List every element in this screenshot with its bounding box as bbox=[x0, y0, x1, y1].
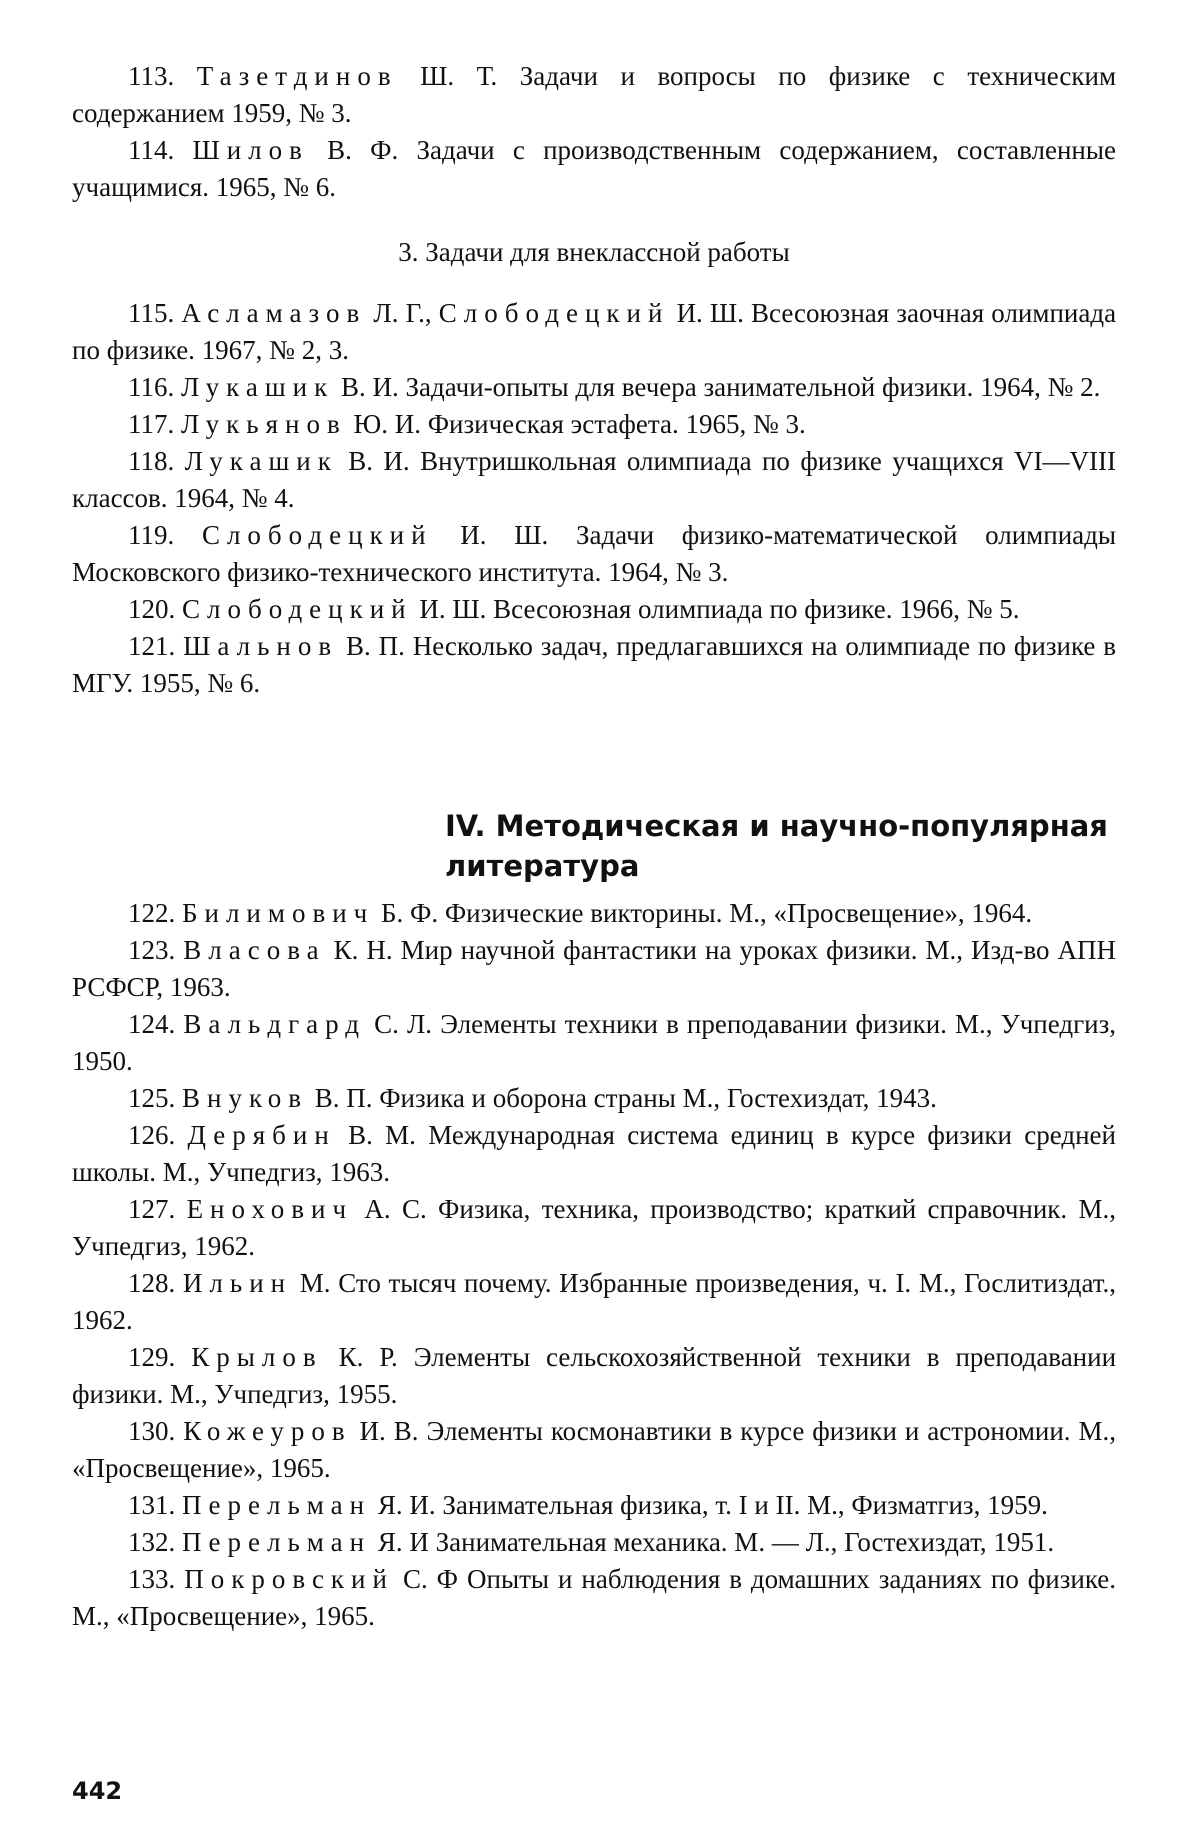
bibliography-entry bbox=[72, 591, 1116, 628]
section-3-heading-wrap bbox=[72, 234, 1116, 271]
bibliography-entry bbox=[72, 369, 1116, 406]
entry-initials: М. bbox=[299, 1268, 331, 1298]
entry-author: Лукашик bbox=[184, 446, 338, 476]
entry-description: Опыты и наблюдения в домашних заданиях по физике. М., «Просвещение», 1965. bbox=[72, 1564, 1117, 1631]
entry-description: Физика и оборона страны М., Гостехиздат, 1943. bbox=[379, 1083, 937, 1113]
entry-description: Несколько задач, предлагавшихся на олимпиаде по физике в МГУ. 1955, № 6. bbox=[72, 631, 1117, 698]
entry-author: Ильин bbox=[182, 1268, 293, 1298]
bibliography-section-4 bbox=[72, 895, 1116, 1635]
entry-number: 131. bbox=[128, 1490, 176, 1520]
entry-author: Шилов bbox=[192, 135, 309, 165]
entry-description: Задачи физико-математической олимпиады Московского физико-технического института. 1964, № 3. bbox=[72, 520, 1117, 587]
entry-initials: В. И. bbox=[348, 446, 410, 476]
entry-description: Задачи и вопросы по физике с техническим содержанием 1959, № 3. bbox=[72, 61, 1117, 128]
section-4-heading-line-2: литература bbox=[445, 849, 640, 883]
section-4-heading-line-1: IV. Методическая и научно-популярная bbox=[445, 809, 1108, 843]
entry-initials: С. Л. bbox=[374, 1009, 433, 1039]
entry-number: 119. bbox=[128, 520, 175, 550]
section-3-heading: 3. Задачи для внеклассной работы bbox=[398, 237, 790, 267]
entry-initials: И. Ш. bbox=[460, 520, 549, 550]
entry-author: Лукьянов bbox=[181, 409, 347, 439]
entry-initials: А. С. bbox=[364, 1194, 427, 1224]
entry-description: Элементы космонавтики в курсе физики и астрономии. М., «Просвещение», 1965. bbox=[72, 1416, 1117, 1483]
entry-initials: В. П. bbox=[345, 631, 405, 661]
entry-description: Внутришкольная олимпиада по физике учащихся VI—VIII классов. 1964, № 4. bbox=[72, 446, 1117, 513]
entry-number: 127. bbox=[128, 1194, 176, 1224]
bibliography-entry bbox=[72, 1006, 1116, 1080]
entry-number: 132. bbox=[128, 1527, 176, 1557]
bibliography-entry bbox=[72, 1191, 1116, 1265]
entry-author: Внуков bbox=[182, 1083, 308, 1113]
entry-author: Лукашик bbox=[181, 372, 335, 402]
entry-description: Мир научной фантастики на уроках физики. М., Изд-во АПН РСФСР, 1963. bbox=[72, 935, 1117, 1002]
entry-description: Задачи-опыты для вечера занимательной физики. 1964, № 2. bbox=[405, 372, 1101, 402]
bibliography-entry bbox=[72, 628, 1116, 702]
entry-number: 117. bbox=[128, 409, 175, 439]
entry-number: 121. bbox=[128, 631, 176, 661]
entry-author: Тазетдинов bbox=[196, 61, 398, 91]
entry-author: Перельман bbox=[182, 1527, 372, 1557]
entry-author: Слободецкий bbox=[201, 520, 433, 550]
page-number: 442 bbox=[72, 1777, 123, 1805]
entry-description: Всесоюзная олимпиада по физике. 1966, № 5. bbox=[493, 594, 1020, 624]
entry-number: 125. bbox=[128, 1083, 176, 1113]
entry-author: Покровский bbox=[184, 1564, 394, 1594]
entry-description: Всесоюзная заочная олимпиада по физике. 1967, № 2, 3. bbox=[72, 298, 1117, 365]
entry-description: Занимательная физика, т. I и II. М., Физматгиз, 1959. bbox=[442, 1490, 1048, 1520]
bibliography-entry bbox=[72, 1080, 1116, 1117]
bibliography-entry bbox=[72, 58, 1116, 132]
bibliography-entry bbox=[72, 406, 1116, 443]
bibliography-entry bbox=[72, 517, 1116, 591]
entry-description: Физическая эстафета. 1965, № 3. bbox=[427, 409, 806, 439]
entry-number: 116. bbox=[128, 372, 175, 402]
entry-author: Асламазов bbox=[181, 298, 367, 328]
entry-description: Сто тысяч почему. Избранные произведения, ч. I. М., Гослитиздат., 1962. bbox=[72, 1268, 1117, 1335]
entry-initials: Я. И. bbox=[377, 1490, 436, 1520]
entry-initials: И. В. bbox=[359, 1416, 419, 1446]
entry-initials: В. И. bbox=[340, 372, 399, 402]
bibliography-entry bbox=[72, 1117, 1116, 1191]
entry-number: 120. bbox=[128, 594, 176, 624]
entry-number: 114. bbox=[128, 135, 175, 165]
entry-number: 122. bbox=[128, 898, 176, 928]
entry-initials: В. М. bbox=[348, 1120, 416, 1150]
entry-initials: Ю. И. bbox=[353, 409, 421, 439]
bibliography-entry bbox=[72, 1265, 1116, 1339]
entry-number: 126. bbox=[128, 1120, 176, 1150]
bibliography-entry bbox=[72, 1524, 1116, 1561]
entry-description: Задачи с производственным содержанием, составленные учащимися. 1965, № 6. bbox=[72, 135, 1117, 202]
entry-author: Власова bbox=[183, 935, 326, 965]
entry-coauthor: Слободецкий bbox=[438, 298, 670, 328]
entry-number: 113. bbox=[128, 61, 175, 91]
entry-number: 129. bbox=[128, 1342, 176, 1372]
entry-description: Физические викторины. М., «Просвещение», 1964. bbox=[444, 898, 1033, 928]
bibliography-entry bbox=[72, 895, 1116, 932]
bibliography-top bbox=[72, 58, 1116, 206]
bibliography-entry bbox=[72, 1561, 1116, 1635]
entry-description: Физика, техника, производство; краткий справочник. М., Учпедгиз, 1962. bbox=[72, 1194, 1116, 1261]
entry-initials: С. Ф bbox=[402, 1564, 459, 1594]
entry-author: Билимович bbox=[182, 898, 375, 928]
bibliography-section-3 bbox=[72, 295, 1116, 702]
entry-author: Крылов bbox=[191, 1342, 323, 1372]
bibliography-entry bbox=[72, 295, 1116, 369]
bibliography-entry bbox=[72, 443, 1116, 517]
bibliography-entry bbox=[72, 1413, 1116, 1487]
bibliography-entry bbox=[72, 1487, 1116, 1524]
entry-description: Занимательная механика. М. — Л., Гостехиздат, 1951. bbox=[435, 1527, 1055, 1557]
entry-description: Элементы сельскохозяйственной техники в преподавании физики. М., Учпедгиз, 1955. bbox=[72, 1342, 1117, 1409]
entry-number: 128. bbox=[128, 1268, 176, 1298]
entry-initials: В. Ф. bbox=[327, 135, 399, 165]
bibliography-entry bbox=[72, 932, 1116, 1006]
entry-initials: Ш. Т. bbox=[420, 61, 498, 91]
entry-author: Слободецкий bbox=[182, 594, 413, 624]
entry-number: 118. bbox=[128, 446, 175, 476]
entry-initials: Б. Ф. bbox=[381, 898, 439, 928]
bibliography-entry bbox=[72, 1339, 1116, 1413]
entry-initials: К. Н. bbox=[333, 935, 393, 965]
entry-number: 123. bbox=[128, 935, 176, 965]
entry-author: Енохович bbox=[186, 1194, 354, 1224]
entry-author: Перельман bbox=[182, 1490, 372, 1520]
bibliography-entry bbox=[72, 132, 1116, 206]
entry-initials: К. Р. bbox=[338, 1342, 398, 1372]
entry-author: Вальдгард bbox=[183, 1009, 367, 1039]
entry-number: 115. bbox=[128, 298, 175, 328]
entry-number: 133. bbox=[128, 1564, 176, 1594]
section-4-heading bbox=[445, 806, 1145, 886]
entry-initials: Я. И bbox=[377, 1527, 429, 1557]
entry-initials: В. П. bbox=[314, 1083, 373, 1113]
entry-description: Международная система единиц в курсе физики средней школы. М., Учпедгиз, 1963. bbox=[72, 1120, 1116, 1187]
entry-coauthor-initials: И. Ш. bbox=[676, 298, 744, 328]
entry-initials: И. Ш. bbox=[419, 594, 487, 624]
entry-author: Шальнов bbox=[183, 631, 339, 661]
entry-number: 124. bbox=[128, 1009, 176, 1039]
entry-author: Дерябин bbox=[187, 1120, 336, 1150]
entry-number: 130. bbox=[128, 1416, 176, 1446]
entry-description: Элементы техники в преподавании физики. М., Учпедгиз, 1950. bbox=[72, 1009, 1117, 1076]
entry-initials: Л. Г., bbox=[373, 298, 432, 328]
entry-author: Кожеуров bbox=[183, 1416, 352, 1446]
